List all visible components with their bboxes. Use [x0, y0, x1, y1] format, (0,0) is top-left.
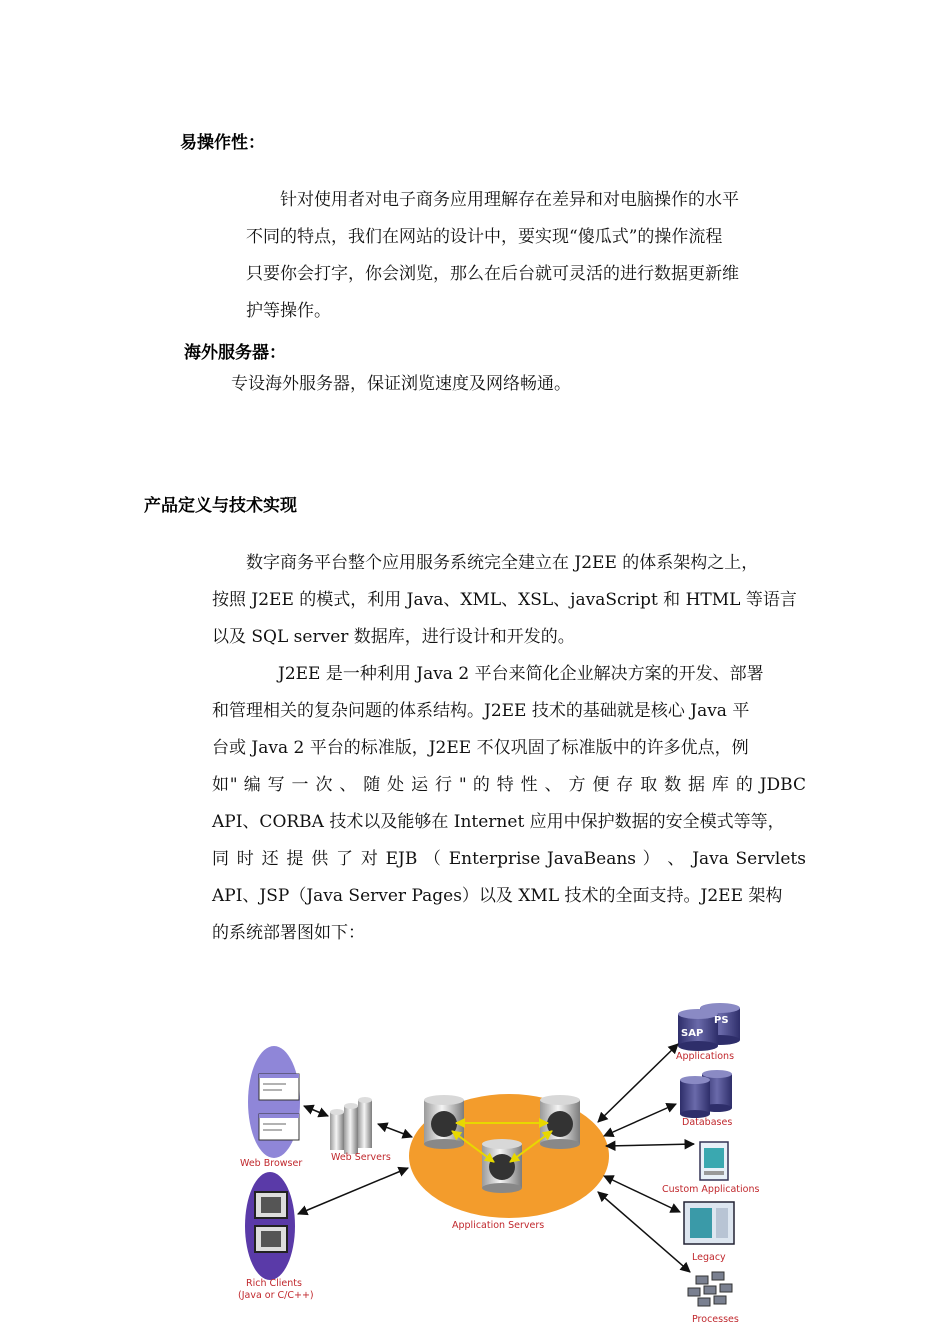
applications-icon	[678, 1003, 740, 1051]
para-line: J2EE 是一种利用 Java 2 平台来简化企业解决方案的开发、部署	[278, 664, 764, 684]
app-server-cylinder	[482, 1139, 522, 1193]
section-heading-product-definition: 产品定义与技术实现	[144, 496, 297, 516]
overseas-server-text: 专设海外服务器，保证浏览速度及网络畅通。	[231, 374, 571, 394]
para-line: 和管理相关的复杂问题的体系结构。J2EE 技术的基础就是核心 Java 平	[212, 701, 750, 721]
label-application-servers: Application Servers	[452, 1220, 545, 1231]
section-heading-usability: 易操作性：	[180, 133, 265, 153]
label-applications: Applications	[676, 1051, 735, 1062]
para-line: 按照 J2EE 的模式，利用 Java、XML、XSL、javaScript 和 HTML 等语言	[212, 590, 797, 610]
para-line: 的系统部署图如下：	[212, 923, 365, 943]
para-line: 针对使用者对电子商务应用理解存在差异和对电脑操作的水平	[280, 190, 739, 210]
para-line: API、JSP（Java Server Pages）以及 XML 技术的全面支持。J2EE 架构	[212, 886, 783, 906]
legacy-icon	[684, 1202, 734, 1244]
databases-icon	[680, 1070, 732, 1118]
label-web-servers: Web Servers	[331, 1152, 391, 1163]
para-line: 不同的特点，我们在网站的设计中，要实现“傻瓜式”的操作流程	[246, 227, 723, 247]
label-rich-clients: Rich Clients	[246, 1278, 302, 1289]
usability-paragraph	[246, 182, 806, 330]
para-line: 如" 编 写 一 次 、 随 处 运 行 " 的 特 性 、 方 便 存 取 数 据 库 的 JDBC	[212, 775, 806, 795]
para-line: 台或 Java 2 平台的标准版，J2EE 不仅巩固了标准版中的许多优点，例	[212, 738, 749, 758]
label-custom-applications: Custom Applications	[662, 1184, 760, 1195]
section-heading-overseas-server: 海外服务器：	[184, 343, 286, 363]
web-browser-icon	[248, 1046, 300, 1158]
para-line: 数字商务平台整个应用服务系统完全建立在 J2EE 的体系架构之上，	[246, 553, 759, 573]
para-line: 同 时 还 提 供 了 对 EJB （ Enterprise JavaBeans ） 、 Java Servlets	[212, 849, 806, 869]
j2ee-intro-paragraph	[212, 545, 806, 952]
web-servers-icon	[330, 1097, 372, 1154]
para-line: 护等操作。	[246, 301, 331, 321]
label-rich-clients-sub: (Java or C/C++)	[238, 1290, 314, 1301]
ps-text: PS	[714, 1015, 729, 1026]
custom-applications-icon	[700, 1142, 728, 1180]
label-databases: Databases	[682, 1117, 733, 1128]
processes-icon	[688, 1272, 732, 1306]
para-line: API、CORBA 技术以及能够在 Internet 应用中保护数据的安全模式等等，	[212, 812, 785, 832]
para-line: 只要你会打字，你会浏览，那么在后台就可灵活的进行数据更新维	[246, 264, 739, 284]
para-line: 以及 SQL server 数据库，进行设计和开发的。	[212, 627, 575, 647]
label-processes: Processes	[692, 1314, 739, 1325]
label-web-browser: Web Browser	[240, 1158, 303, 1169]
rich-clients-icon	[245, 1172, 295, 1280]
j2ee-deployment-diagram	[226, 996, 766, 1330]
label-legacy: Legacy	[692, 1252, 726, 1263]
sap-text: SAP	[681, 1028, 704, 1039]
